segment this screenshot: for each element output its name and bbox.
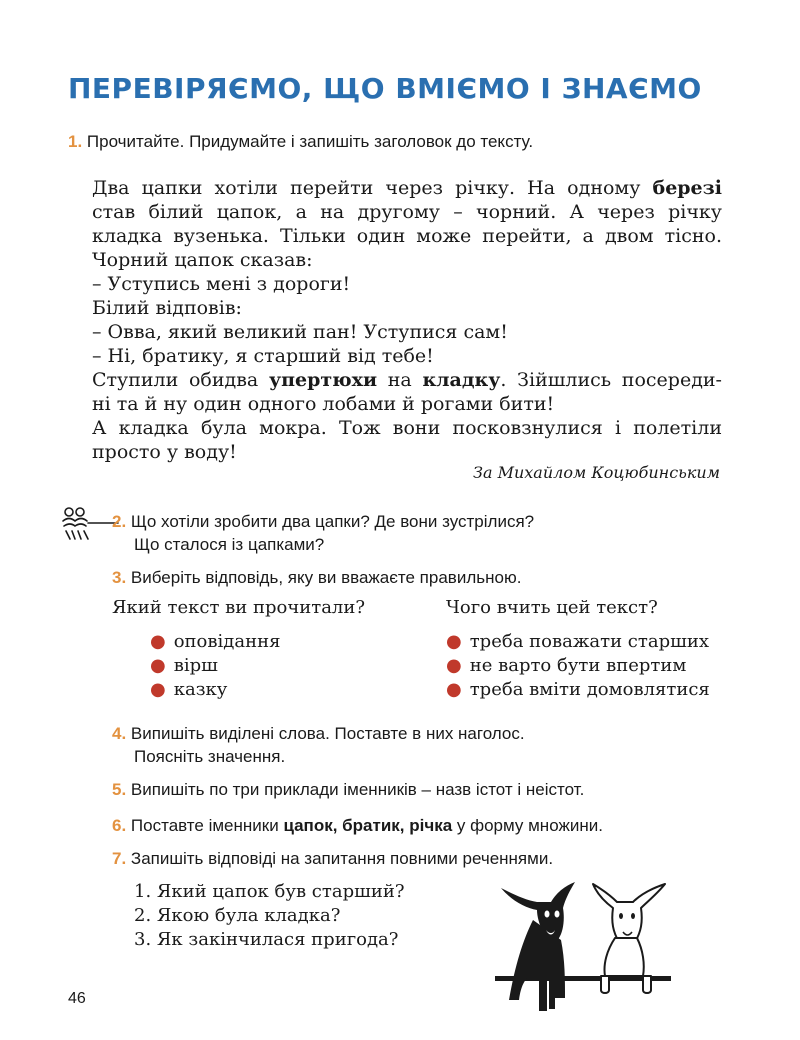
task-text: Випишіть по три приклади іменників – назв істот і неістот. (130, 780, 585, 799)
quiz-options-left (150, 630, 280, 702)
task-text: Що хотіли зробити два цапки? Де вони зустрілися? (130, 512, 535, 531)
quiz-question-right: Чого вчить цей текст? (446, 597, 658, 618)
task-number: 1. (68, 132, 83, 151)
task-5 (112, 778, 584, 801)
bullet-icon: ● (150, 631, 166, 652)
story-text (92, 176, 722, 464)
option-label: треба вміти домовлятися (469, 679, 710, 700)
task-number: 3. (112, 568, 127, 587)
story-fragment: . Зійшлись посереди- (500, 369, 722, 391)
page-title: ПЕРЕВІРЯЄМО, ЩО ВМІЄМО І ЗНАЄМО (68, 72, 702, 105)
task-number: 2. (112, 512, 127, 531)
task-text: Виберіть відповідь, яку ви вважаєте правильною. (130, 568, 522, 587)
option-label: вірш (173, 655, 218, 676)
question-item: 3. Як закінчилася пригода? (134, 929, 399, 950)
highlighted-word: кладку (422, 369, 501, 391)
question-item: 2. Якою була кладка? (134, 905, 341, 926)
quiz-option[interactable] (446, 630, 710, 654)
story-line: – Овва, який великий пан! Уступися сам! (92, 321, 508, 343)
story-line: ні та й ну один одного лобами й рогами бити! (92, 393, 555, 415)
highlighted-words: цапок, братик, річка (283, 816, 453, 835)
highlighted-word: березі (652, 177, 722, 199)
story-author: За Михайлом Коцюбинським (473, 463, 720, 482)
task-text: Що сталося із цапками? (134, 535, 325, 554)
story-line: – Ні, братику, я старший від тебе! (92, 345, 434, 367)
bullet-icon: ● (446, 655, 462, 676)
story-line: кладка вузенька. Тільки один може перейти, а двом тісно. (92, 225, 722, 247)
bullet-icon: ● (150, 655, 166, 676)
task-text: Поясніть значення. (134, 747, 286, 766)
quiz-option[interactable] (446, 654, 710, 678)
task-number: 5. (112, 780, 127, 799)
option-label: не варто бути впертим (469, 655, 687, 676)
story-line: просто у воду! (92, 441, 237, 463)
highlighted-word: упертюхи (268, 369, 378, 391)
task-3 (112, 566, 521, 589)
quiz-option[interactable] (150, 654, 280, 678)
quiz-options-right (446, 630, 710, 702)
task-text: Прочитайте. Придумайте і запишіть заголовок до тексту. (86, 132, 534, 151)
task-number: 4. (112, 724, 127, 743)
task-number: 6. (112, 816, 127, 835)
page-number: 46 (68, 990, 86, 1007)
question-item: 1. Який цапок був старший? (134, 881, 405, 902)
bullet-icon: ● (446, 631, 462, 652)
task-4 (112, 722, 525, 768)
option-label: казку (173, 679, 228, 700)
task-1 (68, 130, 533, 153)
story-line: став білий цапок, а на другому – чорний. А через річку (92, 201, 722, 223)
story-line: А кладка була мокра. Тож вони посковзнулися і полетіли (92, 417, 722, 439)
task-7 (112, 847, 553, 870)
task-text: Запишіть відповіді на запитання повними реченнями. (130, 849, 554, 868)
story-line (92, 368, 722, 392)
story-fragment: на (377, 369, 423, 391)
bullet-icon: ● (150, 679, 166, 700)
bullet-icon: ● (446, 679, 462, 700)
story-fragment: Два цапки хотіли перейти через річку. На одному (92, 177, 653, 199)
option-label: треба поважати старших (469, 631, 709, 652)
quiz-option[interactable] (150, 678, 280, 702)
task-text: Поставте іменники (130, 816, 284, 835)
quiz-option[interactable] (446, 678, 710, 702)
task-2 (112, 510, 534, 556)
task-text: у форму множини. (452, 816, 603, 835)
story-line: Чорний цапок сказав: (92, 249, 313, 271)
story-fragment: Ступили обидва (92, 369, 269, 391)
option-label: оповідання (173, 631, 281, 652)
quiz-question-left: Який текст ви прочитали? (112, 597, 366, 618)
story-line: Білий відповів: (92, 297, 242, 319)
question-list (134, 880, 404, 952)
story-line (92, 176, 722, 200)
quiz-option[interactable] (150, 630, 280, 654)
goats-illustration (493, 880, 673, 1015)
task-text: Випишіть виділені слова. Поставте в них наголос. (130, 724, 525, 743)
task-number: 7. (112, 849, 127, 868)
task-6 (112, 814, 603, 837)
story-line: – Уступись мені з дороги! (92, 273, 351, 295)
